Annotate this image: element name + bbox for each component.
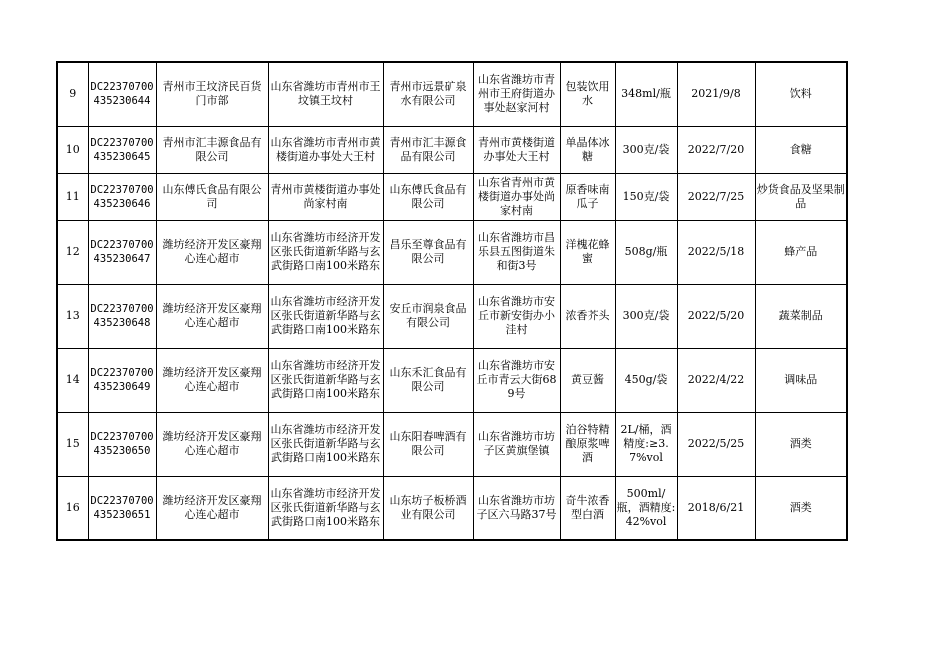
specification: 2L/桶，酒精度:≥3.7%vol xyxy=(615,412,677,476)
manufacturer-name: 山东阳春啤酒有限公司 xyxy=(383,412,473,476)
sample-code: DC22370700435230648 xyxy=(88,284,156,348)
row-number: 15 xyxy=(57,412,88,476)
manufacturer-name: 昌乐至尊食品有限公司 xyxy=(383,220,473,284)
row-number: 11 xyxy=(57,173,88,220)
product-name: 包装饮用水 xyxy=(560,62,615,126)
manufacturer-address: 山东省潍坊市坊子区黄旗堡镇 xyxy=(473,412,560,476)
production-date: 2022/5/20 xyxy=(677,284,755,348)
production-date: 2022/7/20 xyxy=(677,126,755,173)
sample-code: DC22370700435230645 xyxy=(88,126,156,173)
food-category: 酒类 xyxy=(755,476,847,540)
production-date: 2021/9/8 xyxy=(677,62,755,126)
table-row xyxy=(57,126,847,173)
manufacturer-name: 青州市汇丰源食品有限公司 xyxy=(383,126,473,173)
table-row xyxy=(57,476,847,540)
sampled-unit-address: 山东省潍坊市经济开发区张氏街道新华路与玄武街路口南100米路东 xyxy=(268,412,383,476)
manufacturer-address: 山东省青州市黄楼街道办事处尚家村南 xyxy=(473,173,560,220)
sampled-unit-address: 山东省潍坊市青州市王坟镇王坟村 xyxy=(268,62,383,126)
manufacturer-address: 山东省潍坊市昌乐县五图街道朱和街3号 xyxy=(473,220,560,284)
row-number: 13 xyxy=(57,284,88,348)
specification: 348ml/瓶 xyxy=(615,62,677,126)
sampled-unit-name: 潍坊经济开发区豪翔心连心超市 xyxy=(156,412,268,476)
manufacturer-address: 山东省潍坊市安丘市青云大街689号 xyxy=(473,348,560,412)
product-name: 单晶体冰糖 xyxy=(560,126,615,173)
product-name: 原香味南瓜子 xyxy=(560,173,615,220)
product-name: 浓香芥头 xyxy=(560,284,615,348)
specification: 300克/袋 xyxy=(615,126,677,173)
row-number: 14 xyxy=(57,348,88,412)
production-date: 2022/5/25 xyxy=(677,412,755,476)
sampled-unit-address: 山东省潍坊市经济开发区张氏街道新华路与玄武街路口南100米路东 xyxy=(268,220,383,284)
production-date: 2022/5/18 xyxy=(677,220,755,284)
sampled-unit-name: 山东傅氏食品有限公司 xyxy=(156,173,268,220)
table-row xyxy=(57,173,847,220)
table-row xyxy=(57,62,847,126)
food-category: 饮料 xyxy=(755,62,847,126)
specification: 508g/瓶 xyxy=(615,220,677,284)
food-category: 炒货食品及坚果制品 xyxy=(755,173,847,220)
sampled-unit-address: 青州市黄楼街道办事处尚家村南 xyxy=(268,173,383,220)
specification: 500ml/瓶，酒精度:42%vol xyxy=(615,476,677,540)
sampled-unit-name: 潍坊经济开发区豪翔心连心超市 xyxy=(156,284,268,348)
product-name: 洋槐花蜂蜜 xyxy=(560,220,615,284)
sample-code: DC22370700435230646 xyxy=(88,173,156,220)
row-number: 10 xyxy=(57,126,88,173)
manufacturer-name: 山东禾汇食品有限公司 xyxy=(383,348,473,412)
sample-code: DC22370700435230650 xyxy=(88,412,156,476)
manufacturer-address: 山东省潍坊市青州市王府街道办事处赵家河村 xyxy=(473,62,560,126)
table-row xyxy=(57,412,847,476)
sampled-unit-name: 潍坊经济开发区豪翔心连心超市 xyxy=(156,476,268,540)
table-row xyxy=(57,348,847,412)
sampled-unit-name: 青州市王坟济民百货门市部 xyxy=(156,62,268,126)
food-category: 调味品 xyxy=(755,348,847,412)
sample-code: DC22370700435230651 xyxy=(88,476,156,540)
sampled-unit-address: 山东省潍坊市经济开发区张氏街道新华路与玄武街路口南100米路东 xyxy=(268,284,383,348)
food-category: 食糖 xyxy=(755,126,847,173)
food-category: 蜂产品 xyxy=(755,220,847,284)
sampled-unit-name: 青州市汇丰源食品有限公司 xyxy=(156,126,268,173)
row-number: 9 xyxy=(57,62,88,126)
sample-code: DC22370700435230649 xyxy=(88,348,156,412)
manufacturer-name: 山东坊子板桥酒业有限公司 xyxy=(383,476,473,540)
food-category: 酒类 xyxy=(755,412,847,476)
product-name: 奇牛浓香型白酒 xyxy=(560,476,615,540)
manufacturer-address: 山东省潍坊市坊子区六马路37号 xyxy=(473,476,560,540)
sample-code: DC22370700435230647 xyxy=(88,220,156,284)
specification: 450g/袋 xyxy=(615,348,677,412)
product-name: 黄豆酱 xyxy=(560,348,615,412)
sampled-unit-name: 潍坊经济开发区豪翔心连心超市 xyxy=(156,348,268,412)
food-category: 蔬菜制品 xyxy=(755,284,847,348)
row-number: 16 xyxy=(57,476,88,540)
sampled-unit-name: 潍坊经济开发区豪翔心连心超市 xyxy=(156,220,268,284)
production-date: 2022/7/25 xyxy=(677,173,755,220)
manufacturer-name: 山东傅氏食品有限公司 xyxy=(383,173,473,220)
row-number: 12 xyxy=(57,220,88,284)
production-date: 2018/6/21 xyxy=(677,476,755,540)
table-row xyxy=(57,284,847,348)
production-date: 2022/4/22 xyxy=(677,348,755,412)
sampled-unit-address: 山东省潍坊市青州市黄楼街道办事处大王村 xyxy=(268,126,383,173)
sampled-unit-address: 山东省潍坊市经济开发区张氏街道新华路与玄武街路口南100米路东 xyxy=(268,348,383,412)
specification: 300克/袋 xyxy=(615,284,677,348)
manufacturer-name: 安丘市润泉食品有限公司 xyxy=(383,284,473,348)
sampling-results-table xyxy=(56,61,848,541)
specification: 150克/袋 xyxy=(615,173,677,220)
manufacturer-address: 山东省潍坊市安丘市新安街办小洼村 xyxy=(473,284,560,348)
sampled-unit-address: 山东省潍坊市经济开发区张氏街道新华路与玄武街路口南100米路东 xyxy=(268,476,383,540)
table-row xyxy=(57,220,847,284)
sample-code: DC22370700435230644 xyxy=(88,62,156,126)
product-name: 泊谷特精酿原浆啤酒 xyxy=(560,412,615,476)
manufacturer-name: 青州市远景矿泉水有限公司 xyxy=(383,62,473,126)
manufacturer-address: 青州市黄楼街道办事处大王村 xyxy=(473,126,560,173)
